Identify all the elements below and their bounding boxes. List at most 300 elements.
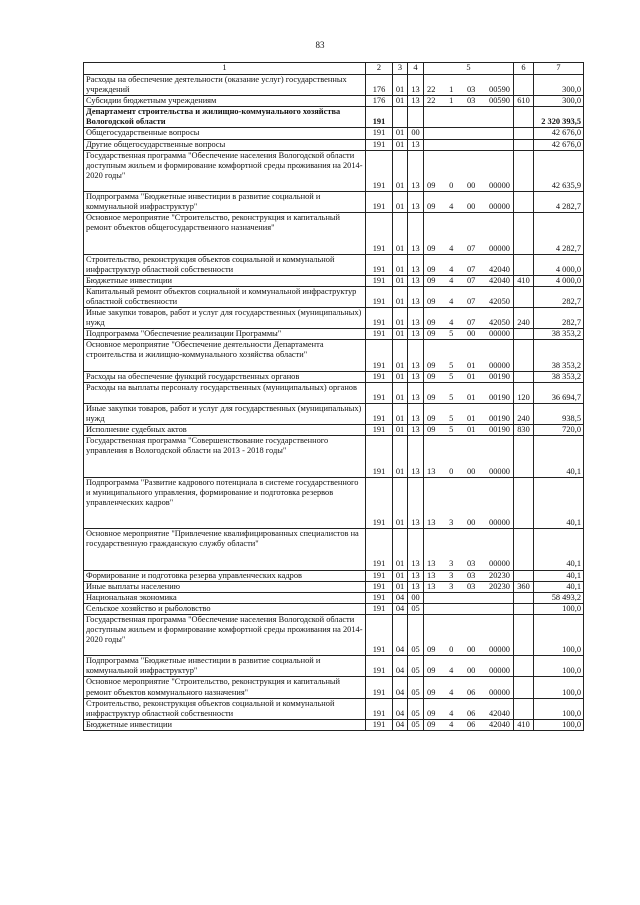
target-article-part: 07 [466,318,476,328]
row-section-cell: 04 [393,592,408,603]
target-article-code [424,720,513,730]
row-amount-cell: 4 000,0 [534,254,584,275]
row-target-article-cell [424,128,514,139]
row-grbs-cell: 191 [366,382,393,403]
row-name-cell: Строительство, реконструкция объектов социальной и коммунальной инфраструктур областной собственности [84,698,366,719]
row-target-article-cell [424,192,514,213]
row-grbs-cell: 191 [366,581,393,592]
table-row [84,719,584,730]
row-name-cell: Подпрограмма "Бюджетные инвестиции в развитие социальной и коммунальной инфраструктур" [84,192,366,213]
row-subsection-cell [408,107,424,128]
table-row [84,128,584,139]
row-subsection-cell: 13 [408,308,424,329]
row-section-cell: 04 [393,698,408,719]
table-row [84,592,584,603]
row-section-cell: 04 [393,603,408,614]
target-article-part: 00 [466,666,476,676]
row-expense-type-cell: 410 [514,275,534,286]
target-article-part: 09 [427,414,436,424]
target-article-part: 13 [427,466,436,476]
row-expense-type-cell [514,592,534,603]
target-article-code [424,414,513,424]
target-article-code [424,297,513,307]
target-article-code [424,559,513,569]
row-section-cell: 01 [393,371,408,382]
target-article-code [424,709,513,719]
row-subsection-cell: 13 [408,192,424,213]
row-subsection-cell: 13 [408,213,424,254]
row-amount-cell: 2 320 393,5 [534,107,584,128]
target-article-code [424,666,513,676]
row-name-cell: Иные закупки товаров, работ и услуг для государственных (муниципальных) нужд [84,403,366,424]
row-section-cell: 01 [393,382,408,403]
row-target-article-cell [424,308,514,329]
row-name-cell: Департамент строительства и жилищно-коммунального хозяйства Вологодской области [84,107,366,128]
row-grbs-cell: 191 [366,614,393,655]
target-article-part: 00590 [489,96,510,106]
row-expense-type-cell [514,677,534,698]
row-grbs-cell: 191 [366,340,393,371]
table-row [84,107,584,128]
row-target-article-cell [424,382,514,403]
table-row [84,192,584,213]
target-article-code [424,645,513,655]
row-section-cell: 01 [393,286,408,307]
target-article-part: 00 [466,466,476,476]
table-row [84,603,584,614]
header-cell: 1 [84,63,366,75]
target-article-part: 42040 [489,264,510,274]
row-name-cell: Подпрограмма "Бюджетные инвестиции в развитие социальной и коммунальной инфраструктур" [84,656,366,677]
target-article-part: 42040 [489,275,510,285]
target-article-part: 0 [449,180,454,190]
target-article-part: 13 [427,518,436,528]
table-row [84,329,584,340]
row-target-article-cell [424,677,514,698]
row-amount-cell: 42 676,0 [534,128,584,139]
target-article-part: 00000 [489,645,510,655]
target-article-part: 09 [427,425,436,435]
table-row [84,340,584,371]
row-name-cell: Расходы на выплаты персоналу государственных (муниципальных) органов [84,382,366,403]
table-body [84,75,584,731]
row-name-cell: Подпрограмма "Обеспечение реализации Программы" [84,329,366,340]
row-amount-cell: 300,0 [534,96,584,107]
target-article-part: 01 [466,392,476,402]
header-cell: 3 [393,63,408,75]
row-section-cell: 01 [393,192,408,213]
row-grbs-cell: 176 [366,75,393,96]
row-target-article-cell [424,286,514,307]
row-section-cell: 04 [393,656,408,677]
row-expense-type-cell: 240 [514,308,534,329]
row-section-cell: 04 [393,614,408,655]
target-article-part: 09 [427,360,436,370]
target-article-part: 20230 [489,570,510,580]
row-name-cell: Иные закупки товаров, работ и услуг для государственных (муниципальных) нужд [84,308,366,329]
target-article-part: 09 [427,275,436,285]
row-grbs-cell: 191 [366,213,393,254]
row-target-article-cell [424,371,514,382]
target-article-part: 07 [466,297,476,306]
row-grbs-cell: 176 [366,96,393,107]
target-article-part: 4 [449,243,454,253]
table-row [84,150,584,191]
row-name-cell: Государственная программа "Обеспечение населения Вологодской области доступным жильем и формирование комфортной среды проживания на 2014-2020 годы" [84,150,366,191]
target-article-part: 00 [466,202,476,212]
row-name-cell: Субсидии бюджетным учреждениям [84,96,366,107]
row-subsection-cell: 05 [408,698,424,719]
row-target-article-cell [424,150,514,191]
target-article-part: 07 [466,264,476,274]
row-expense-type-cell [514,192,534,213]
row-expense-type-cell [514,128,534,139]
target-article-part: 00000 [489,329,510,339]
row-expense-type-cell [514,436,534,477]
row-subsection-cell: 13 [408,275,424,286]
row-amount-cell: 40,1 [534,570,584,581]
row-target-article-cell [424,698,514,719]
target-article-part: 06 [466,708,476,718]
target-article-part: 5 [449,392,454,402]
row-subsection-cell: 13 [408,254,424,275]
row-subsection-cell: 00 [408,592,424,603]
row-expense-type-cell [514,254,534,275]
target-article-part: 07 [466,243,476,253]
target-article-part: 09 [427,297,436,306]
row-grbs-cell: 191 [366,128,393,139]
row-name-cell: Другие общегосударственные вопросы [84,139,366,150]
row-section-cell: 01 [393,570,408,581]
target-article-part: 09 [427,371,436,381]
row-target-article-cell [424,139,514,150]
table-row [84,75,584,96]
row-target-article-cell [424,436,514,477]
row-section-cell [393,107,408,128]
header-cell: 7 [534,63,584,75]
row-expense-type-cell [514,213,534,254]
target-article-part: 42050 [489,318,510,328]
table-row [84,570,584,581]
row-name-cell: Формирование и подготовка резерва управленческих кадров [84,570,366,581]
row-subsection-cell: 13 [408,403,424,424]
row-amount-cell: 38 353,2 [534,329,584,340]
row-expense-type-cell: 360 [514,581,534,592]
row-name-cell: Расходы на обеспечение функций государственных органов [84,371,366,382]
row-amount-cell: 938,5 [534,403,584,424]
target-article-part: 03 [466,85,476,95]
target-article-code [424,329,513,339]
target-article-part: 09 [427,666,436,676]
row-amount-cell: 42 676,0 [534,139,584,150]
target-article-part: 09 [427,318,436,328]
target-article-part: 4 [449,318,454,328]
row-amount-cell: 40,1 [534,477,584,529]
target-article-part: 00000 [489,666,510,676]
target-article-part: 5 [449,371,454,381]
table-row [84,96,584,107]
target-article-part: 09 [427,719,436,729]
row-section-cell: 01 [393,150,408,191]
row-subsection-cell: 13 [408,570,424,581]
target-article-part: 00190 [489,425,510,435]
row-expense-type-cell [514,340,534,371]
target-article-part: 22 [427,85,436,95]
row-name-cell: Общегосударственные вопросы [84,128,366,139]
row-name-cell: Бюджетные инвестиции [84,719,366,730]
table-row [84,425,584,436]
row-name-cell: Основное мероприятие "Привлечение квалифицированных специалистов на государственную гражданскую службу области" [84,529,366,570]
target-article-part: 4 [449,666,454,676]
row-expense-type-cell: 830 [514,425,534,436]
row-subsection-cell: 05 [408,614,424,655]
target-article-part: 3 [449,518,454,528]
row-subsection-cell: 13 [408,150,424,191]
row-name-cell: Национальная экономика [84,592,366,603]
row-subsection-cell: 13 [408,75,424,96]
row-subsection-cell: 13 [408,581,424,592]
row-amount-cell: 4 282,7 [534,192,584,213]
header-cell: 5 [424,63,514,75]
budget-table [83,62,584,731]
row-subsection-cell: 05 [408,603,424,614]
target-article-part: 00000 [489,559,510,569]
target-article-part: 13 [427,559,436,569]
page-number: 83 [315,40,325,50]
row-grbs-cell: 191 [366,529,393,570]
row-subsection-cell: 13 [408,329,424,340]
row-amount-cell: 100,0 [534,698,584,719]
row-expense-type-cell [514,329,534,340]
row-grbs-cell: 191 [366,286,393,307]
target-article-part: 09 [427,264,436,274]
table-row [84,614,584,655]
row-amount-cell: 100,0 [534,719,584,730]
row-target-article-cell [424,213,514,254]
target-article-part: 09 [427,708,436,718]
row-target-article-cell [424,477,514,529]
row-expense-type-cell [514,656,534,677]
target-article-part: 4 [449,708,454,718]
target-article-part: 4 [449,264,454,274]
target-article-code [424,202,513,212]
target-article-part: 5 [449,414,454,424]
row-target-article-cell [424,329,514,340]
target-article-part: 09 [427,645,436,655]
row-grbs-cell: 191 [366,592,393,603]
target-article-part: 3 [449,559,454,569]
row-grbs-cell: 191 [366,677,393,698]
row-target-article-cell [424,96,514,107]
row-section-cell: 01 [393,213,408,254]
target-article-part: 4 [449,297,454,306]
target-article-part: 00000 [489,518,510,528]
target-article-part: 09 [427,687,436,697]
target-article-part: 42050 [489,297,510,306]
row-expense-type-cell [514,75,534,96]
target-article-part: 03 [466,581,476,591]
row-target-article-cell [424,614,514,655]
row-target-article-cell [424,570,514,581]
row-grbs-cell: 191 [366,698,393,719]
row-subsection-cell: 05 [408,656,424,677]
row-grbs-cell: 191 [366,570,393,581]
row-grbs-cell: 191 [366,192,393,213]
target-article-code [424,425,513,435]
row-target-article-cell [424,581,514,592]
table-row [84,436,584,477]
target-article-part: 00000 [489,360,510,370]
row-expense-type-cell [514,107,534,128]
row-amount-cell: 40,1 [534,581,584,592]
row-subsection-cell: 13 [408,139,424,150]
target-article-code [424,361,513,371]
target-article-part: 03 [466,559,476,569]
target-article-part: 1 [449,85,454,95]
target-article-part: 09 [427,180,436,190]
target-article-part: 00 [466,518,476,528]
row-target-article-cell [424,340,514,371]
target-article-part: 3 [449,581,454,591]
table-row [84,677,584,698]
row-target-article-cell [424,275,514,286]
row-target-article-cell [424,75,514,96]
row-grbs-cell: 191 [366,107,393,128]
target-article-part: 4 [449,275,454,285]
row-subsection-cell: 05 [408,677,424,698]
target-article-code [424,518,513,528]
row-amount-cell: 42 635,9 [534,150,584,191]
target-article-code [424,393,513,403]
target-article-part: 00000 [489,243,510,253]
table-row [84,213,584,254]
target-article-part: 1 [449,96,454,106]
row-expense-type-cell [514,477,534,529]
row-section-cell: 01 [393,139,408,150]
row-section-cell: 04 [393,719,408,730]
row-section-cell: 01 [393,275,408,286]
row-subsection-cell: 13 [408,382,424,403]
row-grbs-cell: 191 [366,150,393,191]
row-amount-cell: 4 000,0 [534,275,584,286]
row-grbs-cell: 191 [366,436,393,477]
target-article-part: 4 [449,687,454,697]
row-target-article-cell [424,529,514,570]
target-article-part: 09 [427,329,436,339]
row-section-cell: 04 [393,677,408,698]
row-amount-cell: 282,7 [534,286,584,307]
target-article-part: 00000 [489,466,510,476]
row-amount-cell: 38 353,2 [534,340,584,371]
row-expense-type-cell: 120 [514,382,534,403]
row-name-cell: Бюджетные инвестиции [84,275,366,286]
target-article-part: 07 [466,275,476,285]
row-section-cell: 01 [393,340,408,371]
row-amount-cell: 100,0 [534,656,584,677]
target-article-part: 09 [427,243,436,253]
target-article-part: 0 [449,645,454,655]
target-article-part: 13 [427,570,436,580]
target-article-part: 06 [466,687,476,697]
row-grbs-cell: 191 [366,275,393,286]
row-section-cell: 01 [393,529,408,570]
row-amount-cell: 36 694,7 [534,382,584,403]
table-row [84,403,584,424]
row-section-cell: 01 [393,128,408,139]
row-name-cell: Основное мероприятие "Строительство, реконструкция и капитальный ремонт объектов общегосударственного назначения" [84,213,366,254]
target-article-part: 3 [449,570,454,580]
row-amount-cell: 38 353,2 [534,371,584,382]
target-article-part: 0 [449,466,454,476]
row-name-cell: Расходы на обеспечение деятельности (оказание услуг) государственных учреждений [84,75,366,96]
row-amount-cell: 720,0 [534,425,584,436]
row-target-article-cell [424,603,514,614]
target-article-code [424,372,513,382]
table-row [84,371,584,382]
row-expense-type-cell [514,614,534,655]
target-article-part: 00190 [489,414,510,424]
row-grbs-cell: 191 [366,656,393,677]
header-cell: 2 [366,63,393,75]
target-article-part: 01 [466,414,476,424]
target-article-part: 5 [449,425,454,435]
row-grbs-cell: 191 [366,403,393,424]
row-amount-cell: 4 282,7 [534,213,584,254]
target-article-part: 03 [466,570,476,580]
target-article-code [424,96,513,106]
row-expense-type-cell [514,529,534,570]
row-section-cell: 01 [393,477,408,529]
target-article-part: 4 [449,202,454,212]
target-article-part: 00190 [489,392,510,402]
row-expense-type-cell [514,139,534,150]
row-target-article-cell [424,592,514,603]
target-article-code [424,467,513,477]
target-article-part: 00590 [489,85,510,95]
target-article-code [424,276,513,286]
target-article-part: 00 [466,180,476,190]
row-section-cell: 01 [393,254,408,275]
row-target-article-cell [424,656,514,677]
table-header-row [84,63,584,75]
row-target-article-cell [424,107,514,128]
row-section-cell: 01 [393,436,408,477]
target-article-code [424,318,513,328]
row-subsection-cell: 13 [408,96,424,107]
table-row [84,382,584,403]
row-expense-type-cell [514,150,534,191]
row-target-article-cell [424,403,514,424]
row-name-cell: Государственная программа "Совершенствование государственного управления в Вологодской области на 2013 - 2018 годы" [84,436,366,477]
target-article-part: 00 [466,645,476,655]
target-article-part: 20230 [489,581,510,591]
target-article-part: 13 [427,581,436,591]
row-subsection-cell: 13 [408,340,424,371]
target-article-part: 42040 [489,719,510,729]
row-amount-cell: 58 493,2 [534,592,584,603]
row-subsection-cell: 00 [408,128,424,139]
target-article-part: 09 [427,202,436,212]
row-grbs-cell: 191 [366,329,393,340]
table-row [84,698,584,719]
row-section-cell: 01 [393,308,408,329]
target-article-part: 42040 [489,708,510,718]
row-target-article-cell [424,254,514,275]
target-article-code [424,244,513,254]
target-article-code [424,181,513,191]
row-expense-type-cell: 240 [514,403,534,424]
table-row [84,254,584,275]
